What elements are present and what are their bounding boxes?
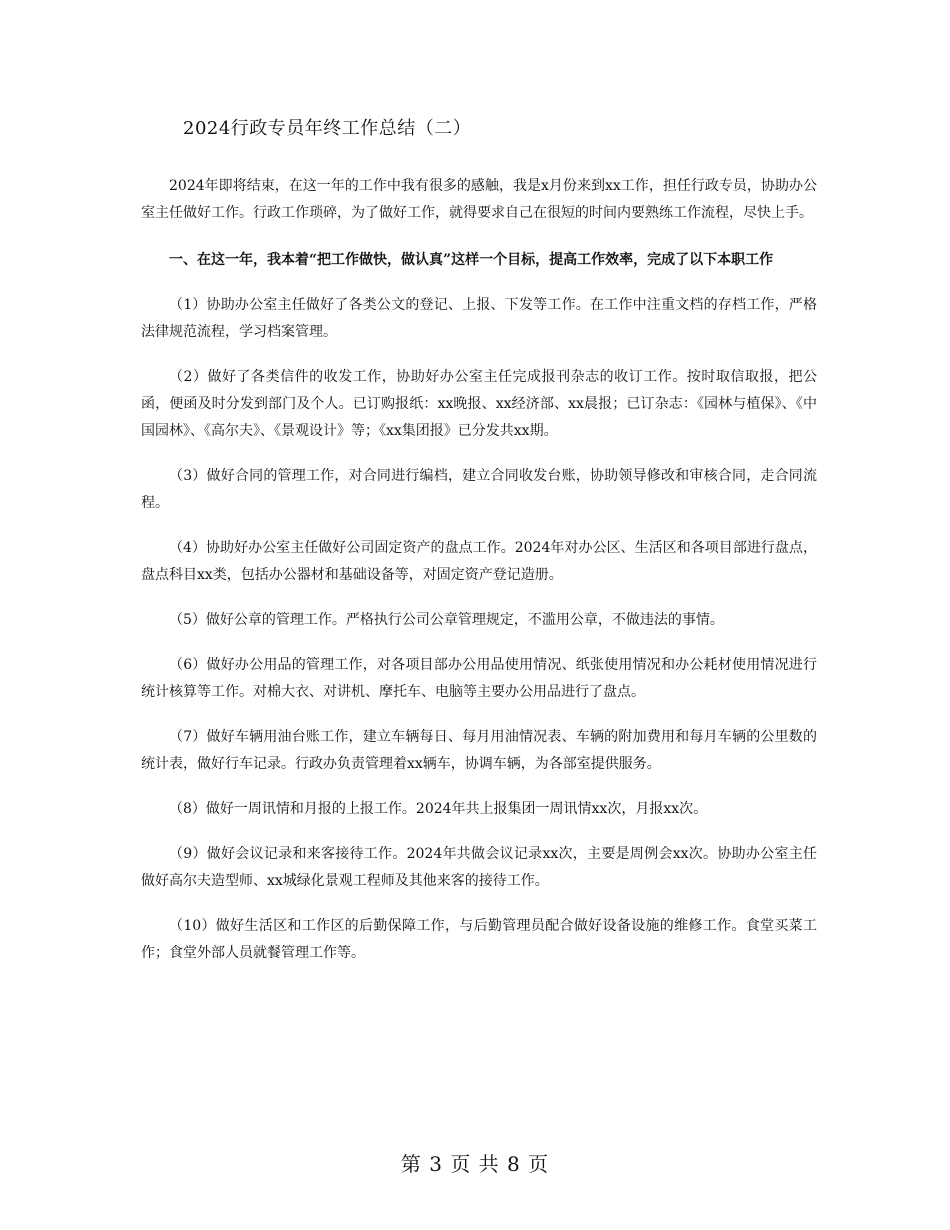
list-item-5: （5）做好公章的管理工作。严格执行公司公章管理规定，不滥用公章，不做违法的事情。	[169, 612, 724, 628]
list-item-2: （2）做好了各类信件的收发工作，协助好办公室主任完成报刊杂志的收订工作。按时取信取报，把公函，便函及时分发到部门及个人。已订购报纸：xx晚报、xx经济部、xx晨报；已订杂志：《园林与植保》、《中国园林》、《高尔夫》、《景观设计》等；《xx集团报》已分发共xx期。	[141, 369, 817, 439]
list-item-8: （8）做好一周讯情和月报的上报工作。2024年共上报集团一周讯情xx次，月报xx次。	[169, 801, 708, 817]
list-item-9: （9）做好会议记录和来客接待工作。2024年共做会议记录xx次，主要是周例会xx次。协助办公室主任做好高尔夫造型师、xx城绿化景观工程师及其他来客的接待工作。	[141, 846, 817, 889]
list-item-7: （7）做好车辆用油台账工作，建立车辆每日、每月用油情况表、车辆的附加费用和每月车辆的公里数的统计表，做好行车记录。行政办负责管理着xx辆车，协调车辆，为各部室提供服务。	[141, 729, 817, 772]
list-item-1: （1）协助办公室主任做好了各类公文的登记、上报、下发等工作。在工作中注重文档的存档工作，严格法律规范流程，学习档案管理。	[141, 297, 817, 340]
intro-paragraph: 2024年即将结束，在这一年的工作中我有很多的感触，我是x月份来到xx工作，担任行政专员，协助办公室主任做好工作。行政工作琐碎，为了做好工作，就得要求自己在很短的时间内要熟练工作流程，尽快上手。	[141, 178, 817, 221]
list-item-3: （3）做好合同的管理工作，对合同进行编档，建立合同收发台账，协助领导修改和审核合同，走合同流程。	[141, 468, 817, 511]
document-body	[141, 173, 817, 985]
list-item-6: （6）做好办公用品的管理工作，对各项目部办公用品使用情况、纸张使用情况和办公耗材使用情况进行统计核算等工作。对棉大衣、对讲机、摩托车、电脑等主要办公用品进行了盘点。	[141, 657, 817, 700]
page-number-footer: 第 3 页 共 8 页	[400, 1152, 550, 1176]
list-item-4: （4）协助好办公室主任做好公司固定资产的盘点工作。2024年对办公区、生活区和各项目部进行盘点，盘点科目xx类，包括办公器材和基础设备等，对固定资产登记造册。	[141, 540, 817, 583]
section-heading: 一、在这一年，我本着“把工作做快，做认真”这样一个目标，提高工作效率，完成了以下本职工作	[169, 252, 774, 268]
document-title: 2024行政专员年终工作总结（二）	[183, 118, 472, 139]
list-item-10: （10）做好生活区和工作区的后勤保障工作，与后勤管理员配合做好设备设施的维修工作。食堂买菜工作；食堂外部人员就餐管理工作等。	[141, 918, 817, 961]
